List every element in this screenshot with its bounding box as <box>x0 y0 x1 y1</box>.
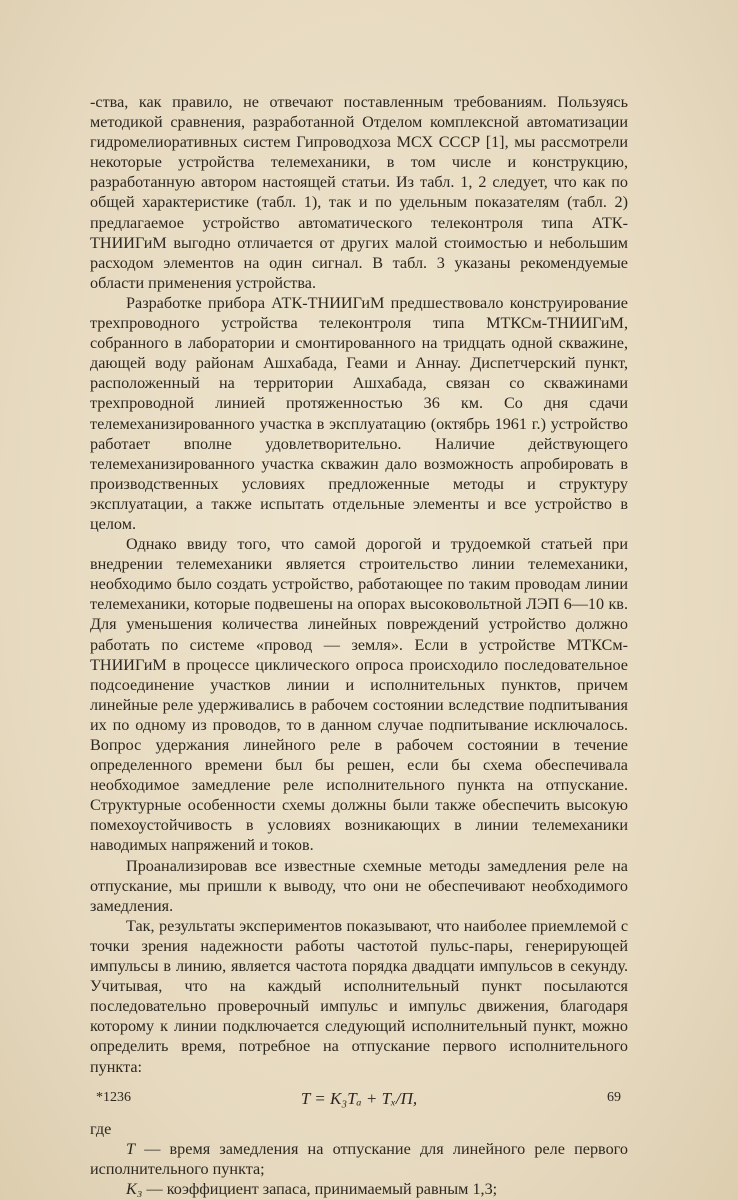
paragraph-5: Так, результаты экспериментов показывают, что наиболее приемлемой с точки зрения надежности работы частотой пульс-пары, генерирующей импульсы в линию, является частота порядка двадцати импульсов в секунду. Учитывая, что на каждый исполнительный пункт посылаются последовательно проверочный импульс и импульс движения, благодаря которому к линии подключается следующий исполнительный пункт, можно определить время, потребное на отпускание первого исполнительного пункта: <box>90 916 628 1076</box>
definition-K3 <box>90 1179 628 1199</box>
signature-mark: *1236 <box>96 1090 131 1105</box>
definition-T <box>90 1139 628 1179</box>
formula: T = K₃Tₐ + Tₓ/П, <box>300 1088 418 1108</box>
paragraph-2: Разработке прибора АТК-ТНИИГиМ предшествовало конструирование трехпроводного устройства телеконтроля типа МТКСм-ТНИИГиМ, собранного в лаборатории и смонтированного на тридцать одной скважине, дающей воду районам Ашхабада, Геами и Аннау. Диспетчерский пункт, расположенный на территории Ашхабада, связан со скважинами трехпроводной линией протяженностью 36 км. Со дня сдачи телемеханизированного участка в эксплуатацию (октябрь 1961 г.) устройство работает вполне удовлетворительно. Наличие действующего телемеханизированного участка скважин дало возможность апробировать в производственных условиях предложенные методы и структуру эксплуатации, а также испытать отдельные элементы и все устройство в целом. <box>90 293 628 533</box>
where-label: где <box>90 1119 112 1138</box>
definition-text: — коэффициент запаса, принимаемый равным 1,3; <box>146 1179 498 1198</box>
paragraph-3: Однако ввиду того, что самой дорогой и трудоемкой статьей при внедрении телемеханики является строительство линии телемеханики, необходимо было создать устройство, работающее по таким проводам линии телемеханики, которые подвешены на опорах высоковольтной ЛЭП 6—10 кв. Для уменьшения количества линейных повреждений устройство должно работать по системе «провод — земля». Если в устройстве МТКСм-ТНИИГиМ в процессе циклического опроса происходило последовательное подсоединение участков линии и исполнительных пунктов, причем линейные реле удерживались в рабочем состоянии вследствие подпитывания их по одному из проводов, то в данном случае подпитывание исключалось. Вопрос удержания линейного реле в рабочем состоянии в течение определенного времени был бы решен, если бы схема обеспечивала необходимое замедление реле исполнительного пункта на отпускание. Структурные особенности схемы должны были также обеспечить высокую помехоустойчивость в условиях возникающих в линии телемеханики наводимых напряжений и токов. <box>90 535 628 855</box>
paragraph-4: Проанализировав все известные схемные методы замедления реле на отпускание, мы пришли к выводу, что они не обеспечивают необходимого замедления. <box>90 856 628 915</box>
definition-symbol: T <box>126 1139 136 1158</box>
paragraph-1: -ства, как правило, не отвечают поставленным требованиям. Пользуясь методикой сравнения, разработанной Отделом комплексной автоматизации гидромелиоративных систем Гипроводхоза МСХ СССР [1], мы рассмотрели некоторые устройства телемеханики, в том числе и конструкцию, разработанную автором настоящей статьи. Из табл. 1, 2 следует, что как по общей характеристике (табл. 1), так и по удельным показателям (табл. 2) предлагаемое устройство автоматического телеконтроля типа АТК-ТНИИГиМ выгодно отличается от других малой стоимостью и небольшим расходом элементов на один сигнал. В табл. 3 указаны рекомендуемые области применения устройства. <box>90 93 628 292</box>
page-number: 69 <box>607 1090 621 1105</box>
definition-text: — время замедления на отпускание для линейного реле первого исполнительного пункта; <box>90 1139 628 1178</box>
definition-symbol: K₃ <box>126 1179 143 1198</box>
body-text <box>90 92 628 1199</box>
